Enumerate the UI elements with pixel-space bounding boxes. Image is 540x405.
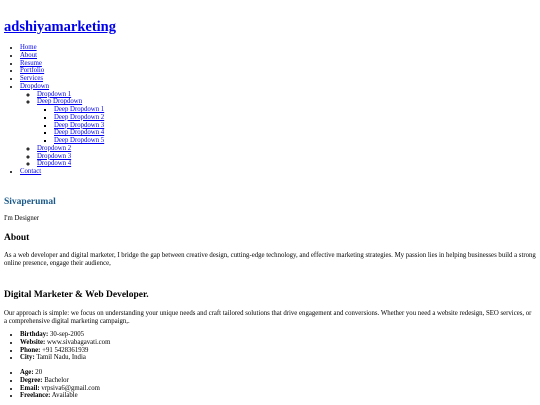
deep-dropdown-link-5[interactable]: Deep Dropdown 5 bbox=[54, 137, 105, 144]
detail-email bbox=[20, 385, 100, 393]
detail-value: Available bbox=[51, 392, 78, 400]
dropdown-item bbox=[37, 153, 104, 161]
nav-link-services[interactable]: Services bbox=[20, 75, 44, 82]
dropdown-item bbox=[37, 145, 104, 153]
dropdown-link-4[interactable]: Dropdown 4 bbox=[37, 160, 72, 168]
dropdown-link-3[interactable]: Dropdown 3 bbox=[37, 152, 72, 160]
nav-item-dropdown bbox=[20, 83, 104, 168]
deep-dropdown-menu bbox=[37, 106, 104, 145]
hero-role: I'm Designer bbox=[4, 215, 40, 222]
deep-dropdown-link[interactable]: Deep Dropdown bbox=[37, 98, 83, 106]
detail-label: Website: bbox=[20, 338, 46, 346]
dropdown-item bbox=[37, 91, 104, 99]
nav-link-contact[interactable]: Contact bbox=[20, 168, 42, 175]
deep-dropdown-link-3[interactable]: Deep Dropdown 3 bbox=[54, 121, 105, 129]
deep-dropdown-link-1[interactable]: Deep Dropdown 1 bbox=[54, 106, 105, 113]
profile-heading: Digital Marketer & Web Developer. bbox=[4, 290, 149, 300]
detail-value: 20 bbox=[35, 369, 43, 376]
dropdown-link-2[interactable]: Dropdown 2 bbox=[37, 144, 72, 152]
detail-value: +91 5428361939 bbox=[42, 346, 89, 354]
detail-label: Email: bbox=[20, 384, 40, 392]
dropdown-link-1[interactable]: Dropdown 1 bbox=[37, 90, 72, 98]
dropdown-item bbox=[37, 98, 104, 145]
detail-website bbox=[20, 339, 110, 347]
deep-dropdown-item bbox=[54, 114, 104, 122]
nav-item-portfolio bbox=[20, 67, 104, 75]
detail-value: 30-sep-2005 bbox=[50, 331, 85, 338]
detail-value: vrpsiva6@gmail.com bbox=[41, 384, 100, 392]
nav-item-about bbox=[20, 52, 104, 60]
nav-link-portfolio[interactable]: Portfolio bbox=[20, 67, 45, 75]
deep-dropdown-item bbox=[54, 122, 104, 130]
detail-label: Age: bbox=[20, 369, 34, 376]
detail-degree bbox=[20, 377, 100, 385]
profile-text: Our approach is simple: we focus on understanding your unique needs and craft tailored solutions that drive engagement and conversions. Whether you need a website redesign, SEO services, or a comprehensive digital marketing campaign,. bbox=[4, 310, 532, 326]
nav-link-home[interactable]: Home bbox=[20, 44, 37, 51]
detail-phone bbox=[20, 347, 110, 355]
nav-link-dropdown[interactable]: Dropdown bbox=[20, 82, 50, 90]
nav-item-contact bbox=[20, 168, 104, 176]
detail-birthday bbox=[20, 331, 110, 339]
hero-name: Sivaperumal bbox=[4, 197, 56, 207]
about-heading: About bbox=[4, 233, 30, 243]
deep-dropdown-item bbox=[54, 106, 104, 114]
nav-link-about[interactable]: About bbox=[20, 51, 37, 59]
detail-freelance bbox=[20, 392, 100, 400]
detail-label: City: bbox=[20, 354, 35, 362]
detail-value: Bachelor bbox=[44, 376, 69, 384]
site-title bbox=[4, 19, 116, 35]
detail-label: Phone: bbox=[20, 346, 41, 354]
detail-label: Birthday: bbox=[20, 331, 49, 338]
nav-item-resume bbox=[20, 60, 104, 68]
deep-dropdown-item bbox=[54, 137, 104, 145]
detail-label: Degree: bbox=[20, 376, 43, 384]
profile-details-list bbox=[0, 369, 100, 400]
deep-dropdown-link-2[interactable]: Deep Dropdown 2 bbox=[54, 113, 105, 121]
detail-value: Tamil Nadu, India bbox=[36, 354, 86, 362]
deep-dropdown-link-4[interactable]: Deep Dropdown 4 bbox=[54, 129, 105, 137]
dropdown-item bbox=[37, 160, 104, 168]
dropdown-menu bbox=[20, 91, 104, 169]
detail-age bbox=[20, 369, 100, 377]
deep-dropdown-item bbox=[54, 129, 104, 137]
main-nav bbox=[0, 44, 104, 176]
detail-label: Freelance: bbox=[20, 392, 51, 400]
detail-city bbox=[20, 354, 110, 362]
site-title-link[interactable]: adshiyamarketing bbox=[4, 19, 116, 35]
nav-item-home bbox=[20, 44, 104, 52]
nav-item-services bbox=[20, 75, 104, 83]
profile-details-list bbox=[0, 331, 110, 362]
detail-value: www.sivabagavati.com bbox=[47, 338, 111, 346]
about-text: As a web developer and digital marketer, I bridge the gap between creative design, cutting-edge technology, and effective marketing strategies. My passion lies in helping businesses build a strong online presence, engage their audience, bbox=[4, 252, 536, 268]
nav-link-resume[interactable]: Resume bbox=[20, 59, 42, 67]
